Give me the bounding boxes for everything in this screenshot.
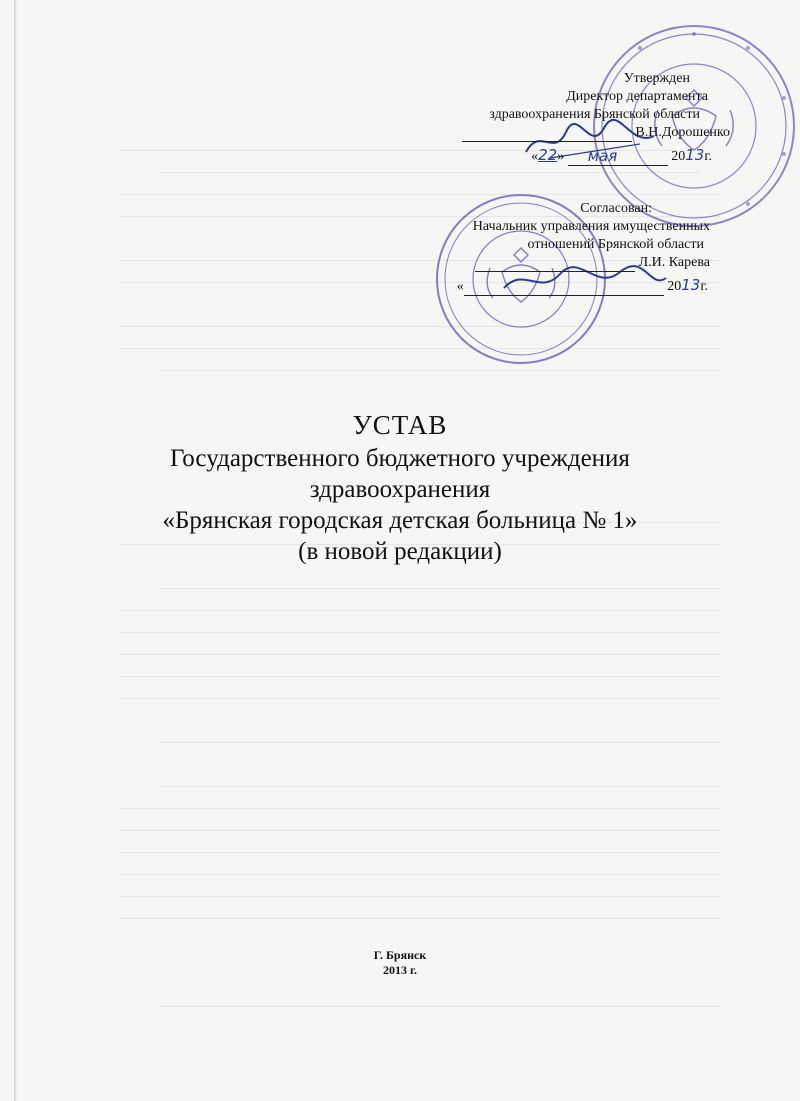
approval-year-prefix: 20 bbox=[671, 149, 686, 164]
document-title-line3: «Брянская городская детская больница № 1» bbox=[162, 507, 638, 534]
approval-month: мая bbox=[587, 147, 618, 165]
agreement-year-mark: г. bbox=[700, 279, 708, 294]
approval-position: Директор департамента bbox=[566, 89, 708, 104]
footer-city: Г. Брянск bbox=[373, 948, 427, 962]
agreement-position-line2: отношений Брянской области bbox=[527, 237, 704, 252]
approval-day: 22 bbox=[538, 146, 558, 164]
document-title-line4: (в новой редакции) bbox=[298, 538, 502, 565]
approval-organization: здравоохранения Брянской области bbox=[489, 107, 700, 122]
approval-year-suffix: 13 bbox=[685, 146, 705, 164]
document-footer bbox=[340, 948, 460, 978]
agreement-date-line bbox=[464, 281, 664, 296]
signature-line bbox=[475, 257, 635, 272]
approval-date: «22» мая 2013г. bbox=[531, 146, 712, 165]
agreement-year-suffix: 13 bbox=[681, 276, 701, 294]
agreement-date: « 2013г. bbox=[456, 276, 708, 294]
document-title-line2: здравоохранения bbox=[309, 476, 491, 503]
agreement-signatory: Л.И. Карева bbox=[638, 255, 710, 270]
approval-signatory: В.Н.Дорошенко bbox=[635, 125, 730, 140]
document-title-line1: Государственного бюджетного учреждения bbox=[170, 445, 630, 472]
document-title-block bbox=[150, 410, 650, 567]
agreement-position-line1: Начальник управления имущественных bbox=[472, 219, 710, 234]
approval-label: Утвержден bbox=[623, 71, 690, 86]
signature-line bbox=[462, 127, 632, 142]
approval-block bbox=[440, 70, 740, 166]
document-title: УСТАВ bbox=[352, 410, 448, 440]
approval-year-mark: г. bbox=[704, 149, 712, 164]
agreement-year-prefix: 20 bbox=[667, 279, 682, 294]
footer-year: 2013 г. bbox=[382, 963, 418, 977]
agreement-label: Согласован: bbox=[580, 201, 652, 216]
agreement-signatory-line bbox=[440, 254, 740, 272]
agreement-block bbox=[440, 200, 740, 296]
approval-signatory-line bbox=[440, 124, 740, 142]
